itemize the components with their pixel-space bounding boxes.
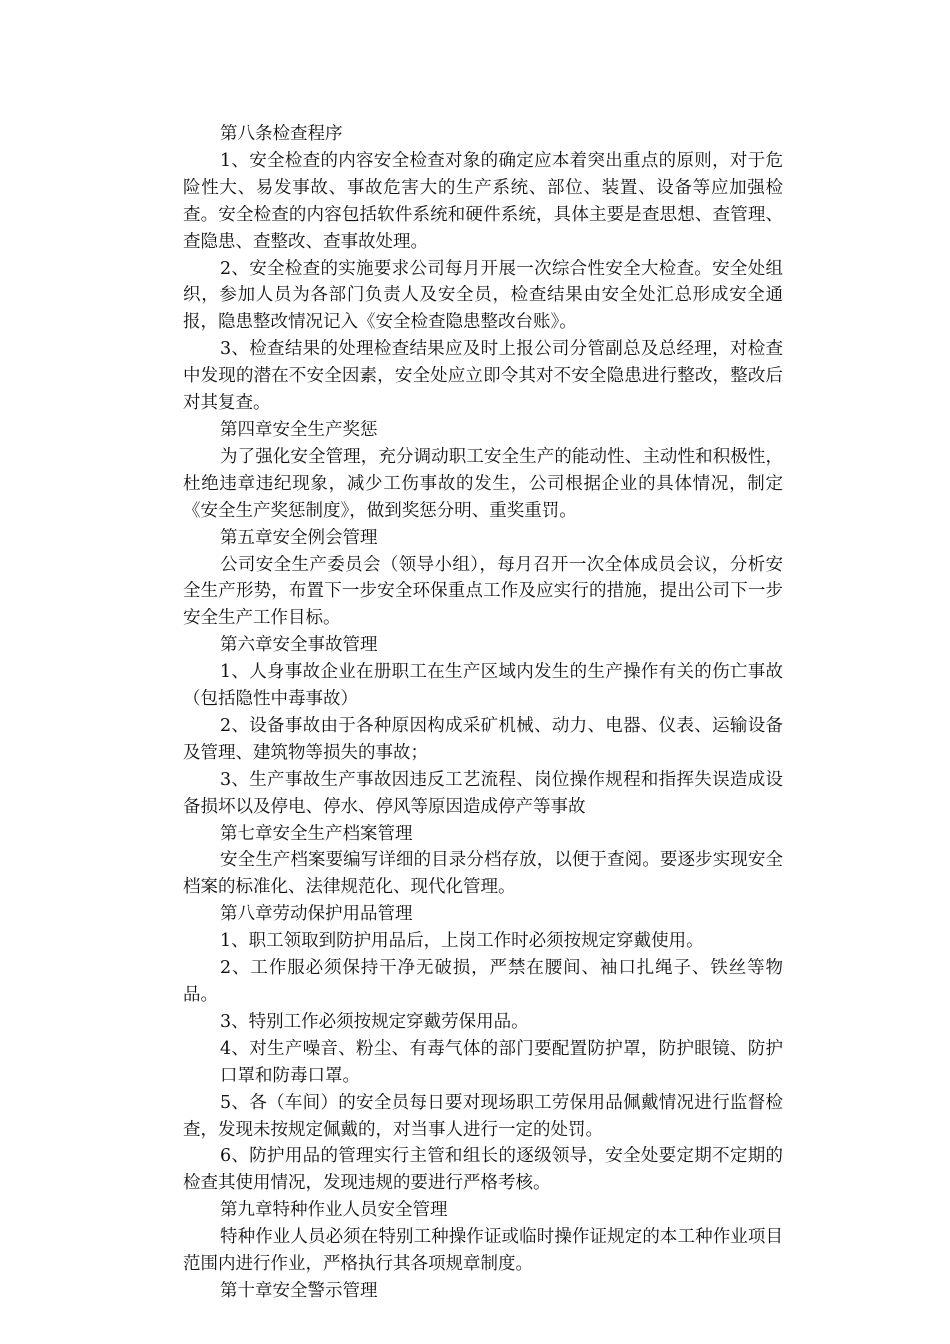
paragraph: 特种作业人员必须在特别工种操作证或临时操作证规定的本工种作业项目范围内进行作业，严格执行其各项规章制度。 [183,1227,783,1275]
section-heading: 第八条检查程序 [220,124,343,144]
chapter-heading: 第六章安全事故管理 [220,635,378,656]
chapter-heading: 第八章劳动保护用品管理 [220,904,413,925]
paragraph: 6、防护用品的管理实行主管和组长的逐级领导，安全处要定期不定期的检查其使用情况，发现违规的要进行严格考核。 [183,1146,783,1194]
paragraph: 2、工作服必须保持干净无破损，严禁在腰间、袖口扎绳子、铁丝等物品。 [183,958,783,1005]
paragraph: 公司安全生产委员会（领导小组），每月召开一次全体成员会议，分析安全生产形势，布置下一步安全环保重点工作及应实行的措施，提出公司下一步安全生产工作目标。 [183,554,783,629]
paragraph: 3、生产事故生产事故因违反工艺流程、岗位操作规程和指挥失误造成设备损坏以及停电、停水、停风等原因造成停产等事故 [183,769,783,817]
paragraph: 1、职工领取到防护用品后，上岗工作时必须按规定穿戴使用。 [220,931,704,952]
paragraph: 3、特别工作必须按规定穿戴劳保用品。 [220,1011,529,1032]
chapter-heading: 第五章安全例会管理 [220,527,378,548]
document-body [183,121,783,1305]
paragraph: 4、对生产噪音、粉尘、有毒气体的部门要配置防护罩，防护眼镜、防护口罩和防毒口罩。 [220,1038,783,1086]
paragraph: 1、安全检查的内容安全检查对象的确定应本着突出重点的原则，对于危险性大、易发事故、事故危害大的生产系统、部位、装置、设备等应加强检查。安全检查的内容包括软件系统和硬件系统，具体主要是查思想、查管理、查隐患、查整改、查事故处理。 [183,150,783,252]
chapter-heading: 第九章特种作业人员安全管理 [220,1200,448,1221]
paragraph: 2、安全检查的实施要求公司每月开展一次综合性安全大检查。安全处组织，参加人员为各部门负责人及安全员，检查结果由安全处汇总形成安全通报，隐患整改情况记入《安全检查隐患整改台账》。 [183,258,783,333]
chapter-heading: 第七章安全生产档案管理 [220,823,413,844]
chapter-heading: 第十章安全警示管理 [220,1280,378,1301]
paragraph: 3、检查结果的处理检查结果应及时上报公司分管副总及总经理，对检查中发现的潜在不安全因素，安全处应立即令其对不安全隐患进行整改，整改后对其复查。 [183,339,783,414]
chapter-heading: 第四章安全生产奖惩 [220,419,378,440]
paragraph: 安全生产档案要编写详细的目录分档存放，以便于查阅。要逐步实现安全档案的标准化、法律规范化、现代化管理。 [183,850,783,898]
paragraph: 2、设备事故由于各种原因构成采矿机械、动力、电器、仪表、运输设备及管理、建筑物等损失的事故； [183,715,783,763]
paragraph: 为了强化安全管理，充分调动职工安全生产的能动性、主动性和积极性，杜绝违章违纪现象，减少工伤事故的发生，公司根据企业的具体情况，制定《安全生产奖惩制度》，做到奖惩分明、重奖重罚。 [183,446,783,521]
paragraph: 1、人身事故企业在册职工在生产区域内发生的生产操作有关的伤亡事故（包括隐性中毒事故） [183,662,783,710]
paragraph: 5、各（车间）的安全员每日要对现场职工劳保用品佩戴情况进行监督检查，发现未按规定佩戴的，对当事人进行一定的处罚。 [183,1092,783,1140]
